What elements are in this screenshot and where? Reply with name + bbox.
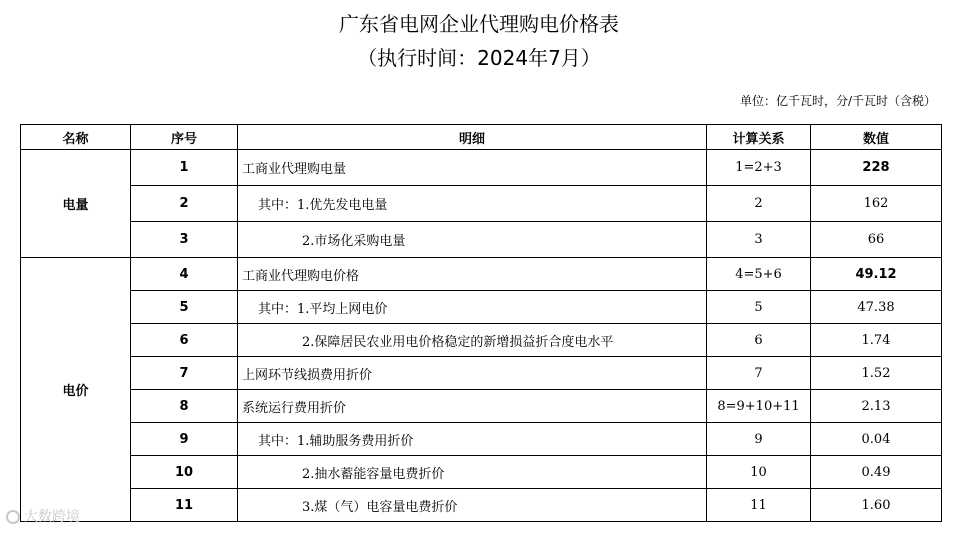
group-cell-price: 电价 <box>21 258 131 522</box>
row-calc: 5 <box>707 291 811 324</box>
row-calc: 4=5+6 <box>707 258 811 291</box>
row-value: 47.38 <box>811 291 942 324</box>
row-no: 11 <box>131 489 238 522</box>
row-detail: 工商业代理购电价格 <box>238 258 707 291</box>
watermark <box>6 506 80 526</box>
row-calc: 9 <box>707 423 811 456</box>
row-value: 1.74 <box>811 324 942 357</box>
row-detail: 其中：1.平均上网电价 <box>238 291 707 324</box>
row-no: 4 <box>131 258 238 291</box>
row-value: 228 <box>811 150 942 186</box>
row-no: 10 <box>131 456 238 489</box>
row-no: 9 <box>131 423 238 456</box>
row-calc: 11 <box>707 489 811 522</box>
row-value: 49.12 <box>811 258 942 291</box>
row-no: 5 <box>131 291 238 324</box>
table-row <box>21 423 942 456</box>
page-subtitle: （执行时间：2024年7月） <box>357 46 601 70</box>
row-no: 1 <box>131 150 238 186</box>
header-calc: 计算关系 <box>707 125 811 150</box>
table-row <box>21 489 942 522</box>
row-calc: 8=9+10+11 <box>707 390 811 423</box>
table-row <box>21 357 942 390</box>
row-no: 6 <box>131 324 238 357</box>
row-value: 0.49 <box>811 456 942 489</box>
row-calc: 6 <box>707 324 811 357</box>
table-row <box>21 456 942 489</box>
table-row <box>21 258 942 291</box>
row-no: 3 <box>131 222 238 258</box>
row-detail: 3.煤（气）电容量电费折价 <box>238 489 707 522</box>
watermark-text: 大数跨境 <box>24 509 80 525</box>
header-detail: 明细 <box>238 125 707 150</box>
row-detail: 工商业代理购电量 <box>238 150 707 186</box>
row-no: 7 <box>131 357 238 390</box>
row-detail: 2.市场化采购电量 <box>238 222 707 258</box>
price-table <box>20 124 942 522</box>
table-row <box>21 222 942 258</box>
row-calc: 1=2+3 <box>707 150 811 186</box>
row-value: 66 <box>811 222 942 258</box>
table-row <box>21 291 942 324</box>
table-row <box>21 186 942 222</box>
row-value: 1.52 <box>811 357 942 390</box>
row-detail: 上网环节线损费用折价 <box>238 357 707 390</box>
watermark-logo-icon <box>6 510 20 524</box>
row-detail: 系统运行费用折价 <box>238 390 707 423</box>
row-detail: 2.抽水蓄能容量电费折价 <box>238 456 707 489</box>
row-value: 162 <box>811 186 942 222</box>
row-value: 0.04 <box>811 423 942 456</box>
row-no: 2 <box>131 186 238 222</box>
header-name: 名称 <box>21 125 131 150</box>
row-value: 1.60 <box>811 489 942 522</box>
row-value: 2.13 <box>811 390 942 423</box>
header-value: 数值 <box>811 125 942 150</box>
row-calc: 3 <box>707 222 811 258</box>
page-title: 广东省电网企业代理购电价格表 <box>339 12 619 36</box>
row-calc: 2 <box>707 186 811 222</box>
table-row <box>21 324 942 357</box>
row-calc: 10 <box>707 456 811 489</box>
row-detail: 2.保障居民农业用电价格稳定的新增损益折合度电水平 <box>238 324 707 357</box>
table-row <box>21 390 942 423</box>
row-no: 8 <box>131 390 238 423</box>
group-cell-electricity: 电量 <box>21 150 131 258</box>
row-detail: 其中：1.优先发电电量 <box>238 186 707 222</box>
row-calc: 7 <box>707 357 811 390</box>
row-detail: 其中：1.辅助服务费用折价 <box>238 423 707 456</box>
table-header-row <box>21 125 942 150</box>
header-no: 序号 <box>131 125 238 150</box>
unit-note: 单位：亿千瓦时，分/千瓦时（含税） <box>739 94 936 108</box>
table-row <box>21 150 942 186</box>
